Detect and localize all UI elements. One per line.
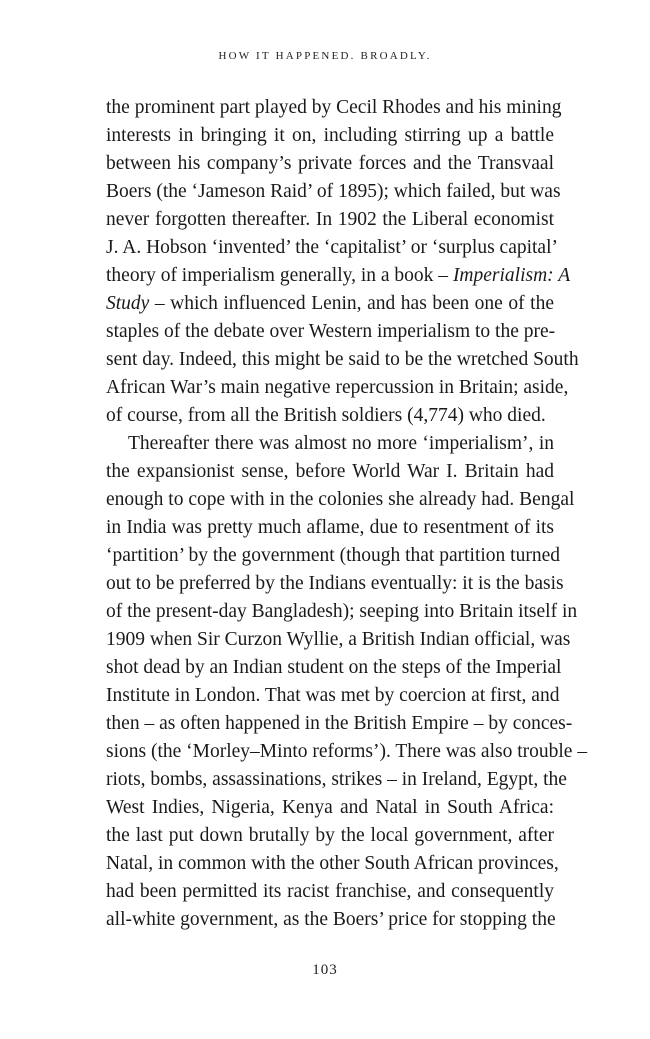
text-line: Thereafter there was almost no more ‘imperialism’, in bbox=[128, 433, 554, 454]
text-line: sions (the ‘Morley–Minto reforms’). There was also trouble – bbox=[106, 741, 588, 762]
book-title: Study bbox=[106, 293, 150, 314]
text-line: of course, from all the British soldiers (4,774) who died. bbox=[106, 405, 546, 426]
text-line: African War’s main negative repercussion in Britain; aside, bbox=[106, 377, 569, 398]
text-line: had been permitted its racist franchise, and consequently bbox=[106, 881, 554, 902]
text-line: the prominent part played by Cecil Rhodes and his mining bbox=[106, 97, 562, 118]
text-line: sent day. Indeed, this might be said to be the wretched South bbox=[106, 349, 579, 370]
text-line: Study – which influenced Lenin, and has been one of the bbox=[106, 293, 554, 314]
paragraph bbox=[106, 94, 579, 430]
text-line: shot dead by an Indian student on the steps of the Imperial bbox=[106, 657, 562, 678]
text-line: then – as often happened in the British Empire – by conces- bbox=[106, 713, 573, 734]
text-line: theory of imperialism generally, in a book – Imperialism: A bbox=[106, 265, 571, 286]
text-line: Institute in London. That was met by coercion at first, and bbox=[106, 685, 560, 706]
page-number: 103 bbox=[312, 962, 338, 978]
text-line: Boers (the ‘Jameson Raid’ of 1895); which failed, but was bbox=[106, 181, 561, 202]
text-line: of the present-day Bangladesh); seeping into Britain itself in bbox=[106, 601, 578, 622]
text-line: Natal, in common with the other South African provinces, bbox=[106, 853, 559, 874]
text-line: interests in bringing it on, including stirring up a battle bbox=[106, 125, 554, 146]
text-line: 1909 when Sir Curzon Wyllie, a British Indian official, was bbox=[106, 629, 571, 650]
text-line: riots, bombs, assassinations, strikes – in Ireland, Egypt, the bbox=[106, 769, 567, 790]
text-line: West Indies, Nigeria, Kenya and Natal in South Africa: bbox=[106, 797, 554, 818]
text-line: the last put down brutally by the local government, after bbox=[106, 825, 554, 846]
text-line: staples of the debate over Western imperialism to the pre- bbox=[106, 321, 556, 342]
text-line: never forgotten thereafter. In 1902 the Liberal economist bbox=[106, 209, 554, 230]
text-line: all-white government, as the Boers’ price for stopping the bbox=[106, 909, 556, 930]
paragraph bbox=[106, 430, 588, 934]
text-line: ‘partition’ by the government (though that partition turned bbox=[106, 545, 560, 566]
text-line: between his company’s private forces and the Transvaal bbox=[106, 153, 554, 174]
text-line: in India was pretty much aflame, due to resentment of its bbox=[106, 517, 554, 538]
body-text bbox=[106, 94, 588, 934]
running-head: HOW IT HAPPENED. BROADLY. bbox=[218, 50, 432, 62]
book-title: Imperialism: A bbox=[452, 265, 571, 286]
text-line: enough to cope with in the colonies she already had. Bengal bbox=[106, 489, 575, 510]
text-line: J. A. Hobson ‘invented’ the ‘capitalist’ or ‘surplus capital’ bbox=[106, 237, 558, 258]
text-line: the expansionist sense, before World War I. Britain had bbox=[106, 461, 554, 482]
text-line: out to be preferred by the Indians eventually: it is the basis bbox=[106, 573, 564, 594]
